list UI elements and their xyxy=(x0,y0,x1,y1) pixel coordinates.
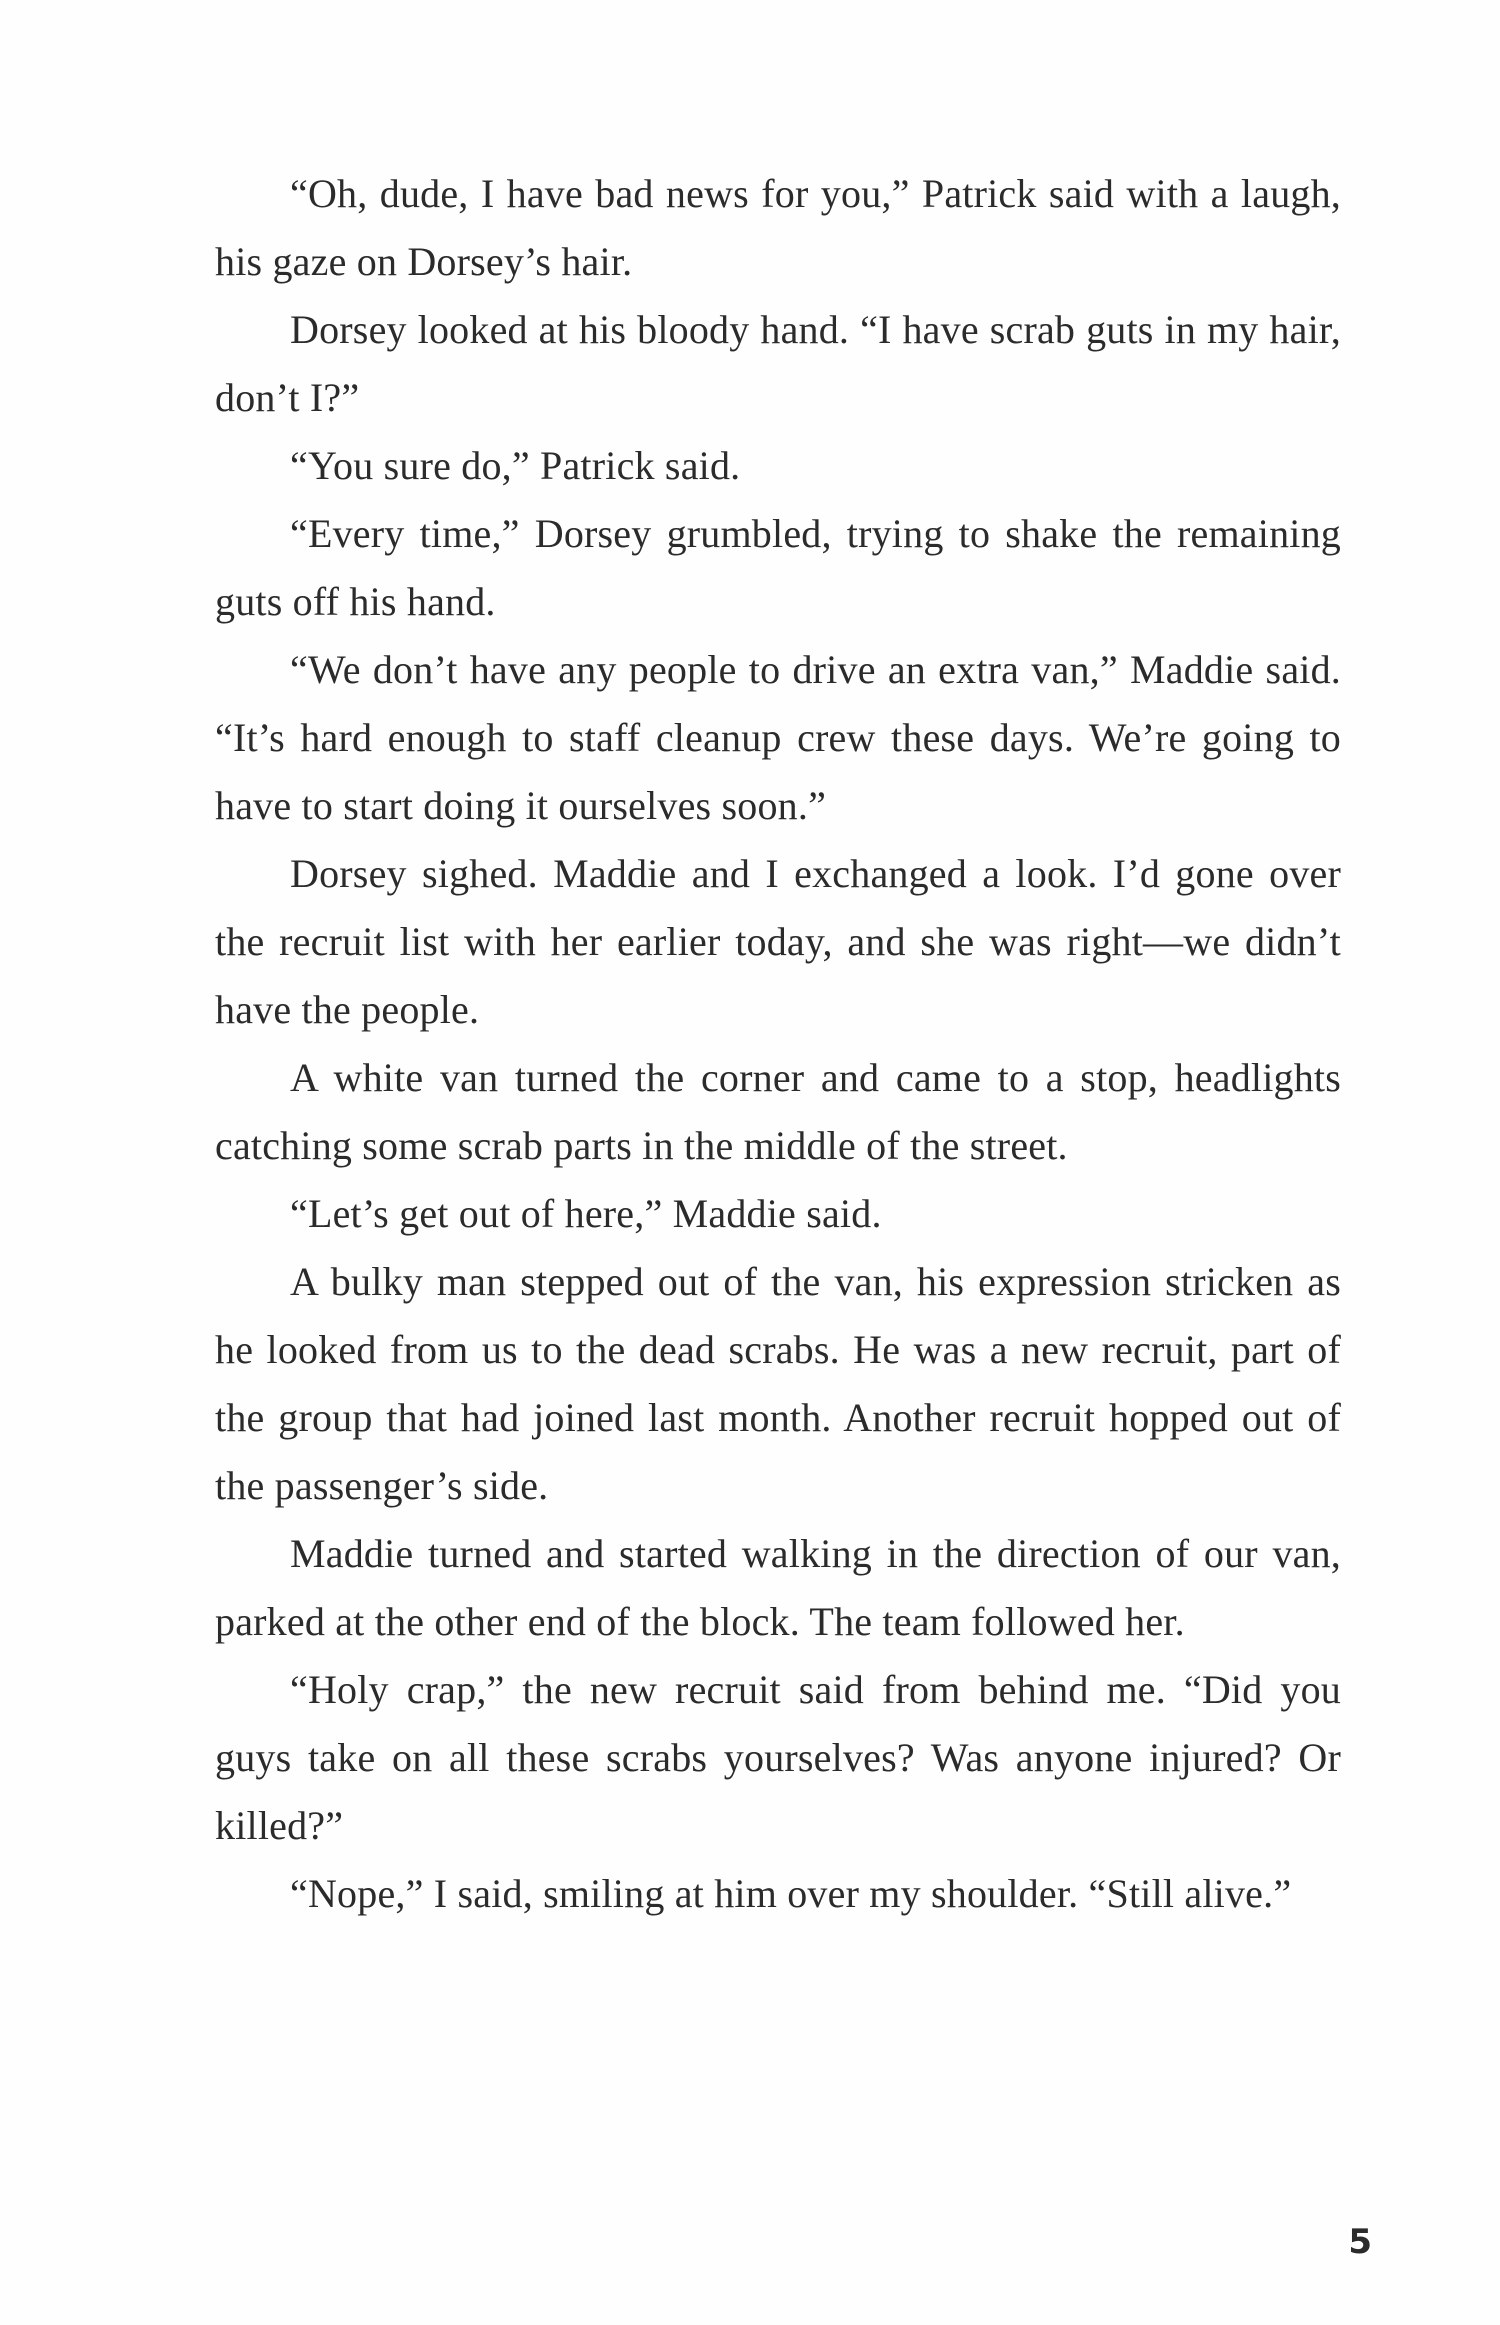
paragraph: A white van turned the corner and came to a stop, headlights catching some scrab parts in the middle of the street. xyxy=(215,1055,1341,1168)
body-text xyxy=(215,160,1341,1928)
paragraph: “Nope,” I said, smiling at him over my shoulder. “Still alive.” xyxy=(290,1871,1292,1916)
page-number: 5 xyxy=(1348,2222,1372,2262)
paragraph: Dorsey sighed. Maddie and I exchanged a look. I’d gone over the recruit list with her earlier today, and she was right—we didn’t have the people. xyxy=(215,851,1341,1032)
paragraph: “You sure do,” Patrick said. xyxy=(290,443,741,488)
paragraph: “Holy crap,” the new recruit said from behind me. “Did you guys take on all these scrabs yourselves? Was anyone injured? Or killed?” xyxy=(215,1667,1341,1848)
paragraph: “Oh, dude, I have bad news for you,” Patrick said with a laugh, his gaze on Dorsey’s hair. xyxy=(215,171,1341,284)
paragraph: Dorsey looked at his bloody hand. “I have scrab guts in my hair, don’t I?” xyxy=(215,307,1341,420)
paragraph: “Let’s get out of here,” Maddie said. xyxy=(290,1191,882,1236)
paragraph: Maddie turned and started walking in the direction of our van, parked at the other end of the block. The team followed her. xyxy=(215,1531,1341,1644)
paragraph: “Every time,” Dorsey grumbled, trying to shake the remaining guts off his hand. xyxy=(215,511,1341,624)
paragraph: “We don’t have any people to drive an extra van,” Maddie said. “It’s hard enough to staff cleanup crew these days. We’re going to have to start doing it ourselves soon.” xyxy=(215,647,1341,828)
paragraph: A bulky man stepped out of the van, his expression stricken as he looked from us to the dead scrabs. He was a new recruit, part of the group that had joined last month. Another recruit hopped out of the passenger’s side. xyxy=(215,1259,1341,1508)
